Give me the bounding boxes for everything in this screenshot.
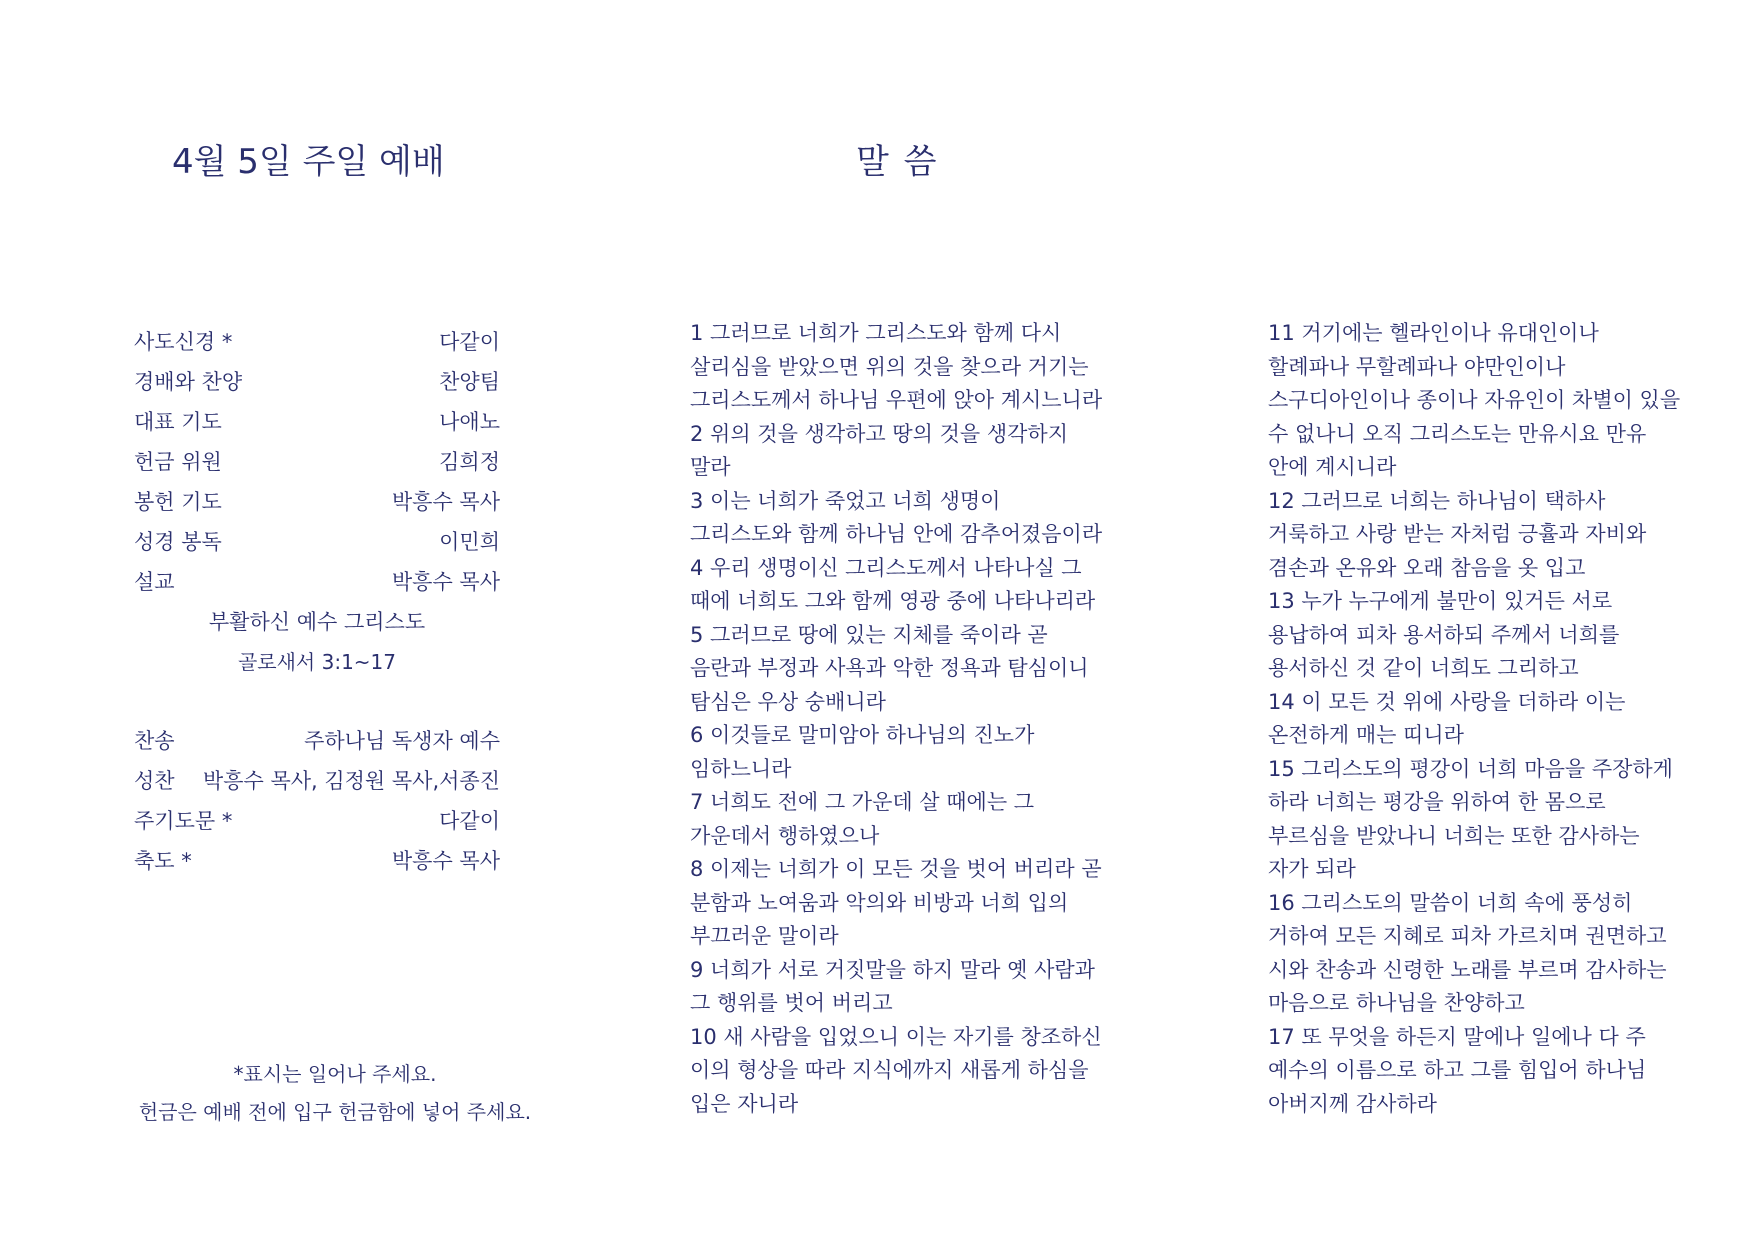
scripture-line: 분함과 노여움과 악의와 비방과 너희 입의 bbox=[690, 890, 1069, 915]
order-item-person: 주하나님 독생자 예수 bbox=[304, 729, 500, 753]
scripture-line: 14 이 모든 것 위에 사랑을 더하라 이는 bbox=[1268, 689, 1626, 714]
order-row-lords-prayer bbox=[134, 801, 500, 841]
scripture-line: 11 거기에는 헬라인이나 유대인이나 bbox=[1268, 321, 1599, 345]
scripture-line: 거하여 모든 지혜로 피차 가르치며 권면하고 bbox=[1268, 924, 1667, 948]
order-item-label: 헌금 위원 bbox=[134, 450, 222, 474]
scripture-line: 수 없나니 오직 그리스도는 만유시요 만유 bbox=[1268, 421, 1647, 446]
scripture-line: 7 너희도 전에 그 가운데 살 때에는 그 bbox=[690, 790, 1035, 814]
order-item-label: 대표 기도 bbox=[134, 410, 222, 434]
scripture-line: 안에 계시니라 bbox=[1268, 455, 1397, 479]
order-item-label: 사도신경 * bbox=[134, 330, 233, 354]
order-row-praise bbox=[134, 362, 500, 402]
scripture-line: 5 그러므로 땅에 있는 지체를 죽이라 곧 bbox=[690, 622, 1048, 647]
order-row-hymn bbox=[134, 721, 500, 761]
order-item-person: 찬양팀 bbox=[439, 370, 500, 394]
scripture-line: 1 그러므로 너희가 그리스도와 함께 다시 bbox=[690, 321, 1062, 345]
scripture-line: 용납하여 피차 용서하되 주께서 너희를 bbox=[1268, 622, 1620, 647]
scripture-line: 13 누가 누구에게 불만이 있거든 서로 bbox=[1268, 589, 1613, 613]
sermon-passage: 골로새서 3:1~17 bbox=[237, 650, 397, 674]
scripture-line: 16 그리스도의 말씀이 너희 속에 풍성히 bbox=[1268, 890, 1633, 915]
scripture-line: 4 우리 생명이신 그리스도께서 나타나실 그 bbox=[690, 555, 1082, 580]
order-item-person: 박흥수 목사 bbox=[391, 570, 500, 594]
scripture-line: 음란과 부정과 사욕과 악한 정욕과 탐심이니 bbox=[690, 656, 1089, 680]
scripture-line: 그 행위를 벗어 버리고 bbox=[690, 991, 893, 1015]
scripture-line: 살리심을 받았으면 위의 것을 찾으라 거기는 bbox=[690, 354, 1089, 379]
order-item-label: 경배와 찬양 bbox=[134, 370, 243, 394]
scripture-line: 3 이는 너희가 죽었고 너희 생명이 bbox=[690, 488, 1001, 513]
order-row-offering-committee bbox=[134, 442, 500, 482]
order-item-person: 나애노 bbox=[439, 410, 500, 434]
order-item-person: 김희정 bbox=[439, 450, 500, 474]
scripture-line: 때에 너희도 그와 함께 영광 중에 나타나리라 bbox=[690, 589, 1096, 613]
order-of-service bbox=[134, 322, 500, 881]
order-item-label: 설교 bbox=[134, 570, 175, 594]
scripture-line: 이의 형상을 따라 지식에까지 새롭게 하심을 bbox=[690, 1058, 1089, 1082]
order-item-label: 찬송 bbox=[134, 729, 175, 753]
order-row-apostles-creed bbox=[134, 322, 500, 362]
order-item-person: 박흥수 목사 bbox=[391, 490, 500, 514]
order-item-person: 다같이 bbox=[439, 809, 500, 833]
scripture-line: 10 새 사람을 입었으니 이는 자기를 창조하신 bbox=[690, 1024, 1102, 1049]
order-item-label: 성경 봉독 bbox=[134, 530, 222, 554]
sermon-title: 부활하신 예수 그리스도 bbox=[208, 610, 426, 634]
order-row-prayer bbox=[134, 402, 500, 442]
scripture-line: 가운데서 행하였으나 bbox=[690, 823, 880, 848]
order-row-communion bbox=[134, 761, 500, 801]
scripture-line: 시와 찬송과 신령한 노래를 부르며 감사하는 bbox=[1268, 957, 1667, 982]
scripture-line: 입은 자니라 bbox=[690, 1091, 799, 1116]
order-item-label: 주기도문 * bbox=[134, 809, 233, 833]
order-row-sermon bbox=[134, 562, 500, 602]
scripture-line: 6 이것들로 말미암아 하나님의 진노가 bbox=[690, 723, 1035, 747]
scripture-line: 2 위의 것을 생각하고 땅의 것을 생각하지 bbox=[690, 421, 1068, 446]
sermon-section-title: 말 씀 bbox=[856, 142, 939, 182]
scripture-line: 자가 되라 bbox=[1268, 857, 1356, 881]
scripture-line: 17 또 무엇을 하든지 말에나 일에나 다 주 bbox=[1268, 1024, 1646, 1049]
scripture-column-1 bbox=[690, 317, 1140, 1121]
order-item-label: 성찬 bbox=[134, 769, 175, 793]
order-item-person: 이민희 bbox=[439, 530, 500, 554]
order-item-person: 다같이 bbox=[439, 330, 500, 354]
order-item-person: 박흥수 목사, 김정원 목사,서종진 bbox=[202, 769, 500, 793]
scripture-line: 그리스도와 함께 하나님 안에 감추어졌음이라 bbox=[690, 522, 1103, 546]
scripture-line: 9 너희가 서로 거짓말을 하지 말라 옛 사람과 bbox=[690, 957, 1095, 982]
order-item-label: 봉헌 기도 bbox=[134, 490, 222, 514]
scripture-line: 8 이제는 너희가 이 모든 것을 벗어 버리라 곧 bbox=[690, 857, 1102, 881]
scripture-line: 부끄러운 말이라 bbox=[690, 924, 839, 948]
scripture-line: 그리스도께서 하나님 우편에 앉아 계시느니라 bbox=[690, 388, 1103, 412]
scripture-line: 용서하신 것 같이 너희도 그리하고 bbox=[1268, 656, 1579, 680]
scripture-line: 거룩하고 사랑 받는 자처럼 긍휼과 자비와 bbox=[1268, 522, 1647, 546]
scripture-line: 할례파나 무할례파나 야만인이나 bbox=[1268, 354, 1566, 379]
scripture-line: 예수의 이름으로 하고 그를 힘입어 하나님 bbox=[1268, 1058, 1647, 1082]
scripture-line: 온전하게 매는 띠니라 bbox=[1268, 723, 1464, 747]
scripture-line: 15 그리스도의 평강이 너희 마음을 주장하게 bbox=[1268, 756, 1673, 781]
scripture-line: 12 그러므로 너희는 하나님이 택하사 bbox=[1268, 488, 1606, 513]
order-row-benediction bbox=[134, 841, 500, 881]
scripture-line: 탐심은 우상 숭배니라 bbox=[690, 689, 886, 714]
order-item-label: 축도 * bbox=[134, 849, 192, 873]
scripture-line: 부르심을 받았나니 너희는 또한 감사하는 bbox=[1268, 823, 1640, 848]
worship-title: 4월 5일 주일 예배 bbox=[172, 142, 445, 182]
scripture-line: 말라 bbox=[690, 455, 731, 479]
scripture-line: 마음으로 하나님을 찬양하고 bbox=[1268, 991, 1525, 1015]
standing-note: *표시는 일어나 주세요. bbox=[233, 1062, 437, 1086]
scripture-column-2 bbox=[1268, 317, 1708, 1121]
bulletin-notes bbox=[100, 1055, 570, 1131]
scripture-line: 스구디아인이나 종이나 자유인이 차별이 있을 bbox=[1268, 388, 1681, 412]
order-row-offering-prayer bbox=[134, 482, 500, 522]
scripture-line: 임하느니라 bbox=[690, 756, 792, 781]
scripture-line: 겸손과 온유와 오래 참음을 옷 입고 bbox=[1268, 555, 1586, 580]
order-item-person: 박흥수 목사 bbox=[391, 849, 500, 873]
offering-note: 헌금은 예배 전에 입구 헌금함에 넣어 주세요. bbox=[138, 1100, 532, 1124]
scripture-line: 하라 너희는 평강을 위하여 한 몸으로 bbox=[1268, 790, 1606, 814]
order-row-scripture-reading bbox=[134, 522, 500, 562]
scripture-line: 아버지께 감사하라 bbox=[1268, 1091, 1437, 1116]
spacer bbox=[134, 682, 500, 721]
